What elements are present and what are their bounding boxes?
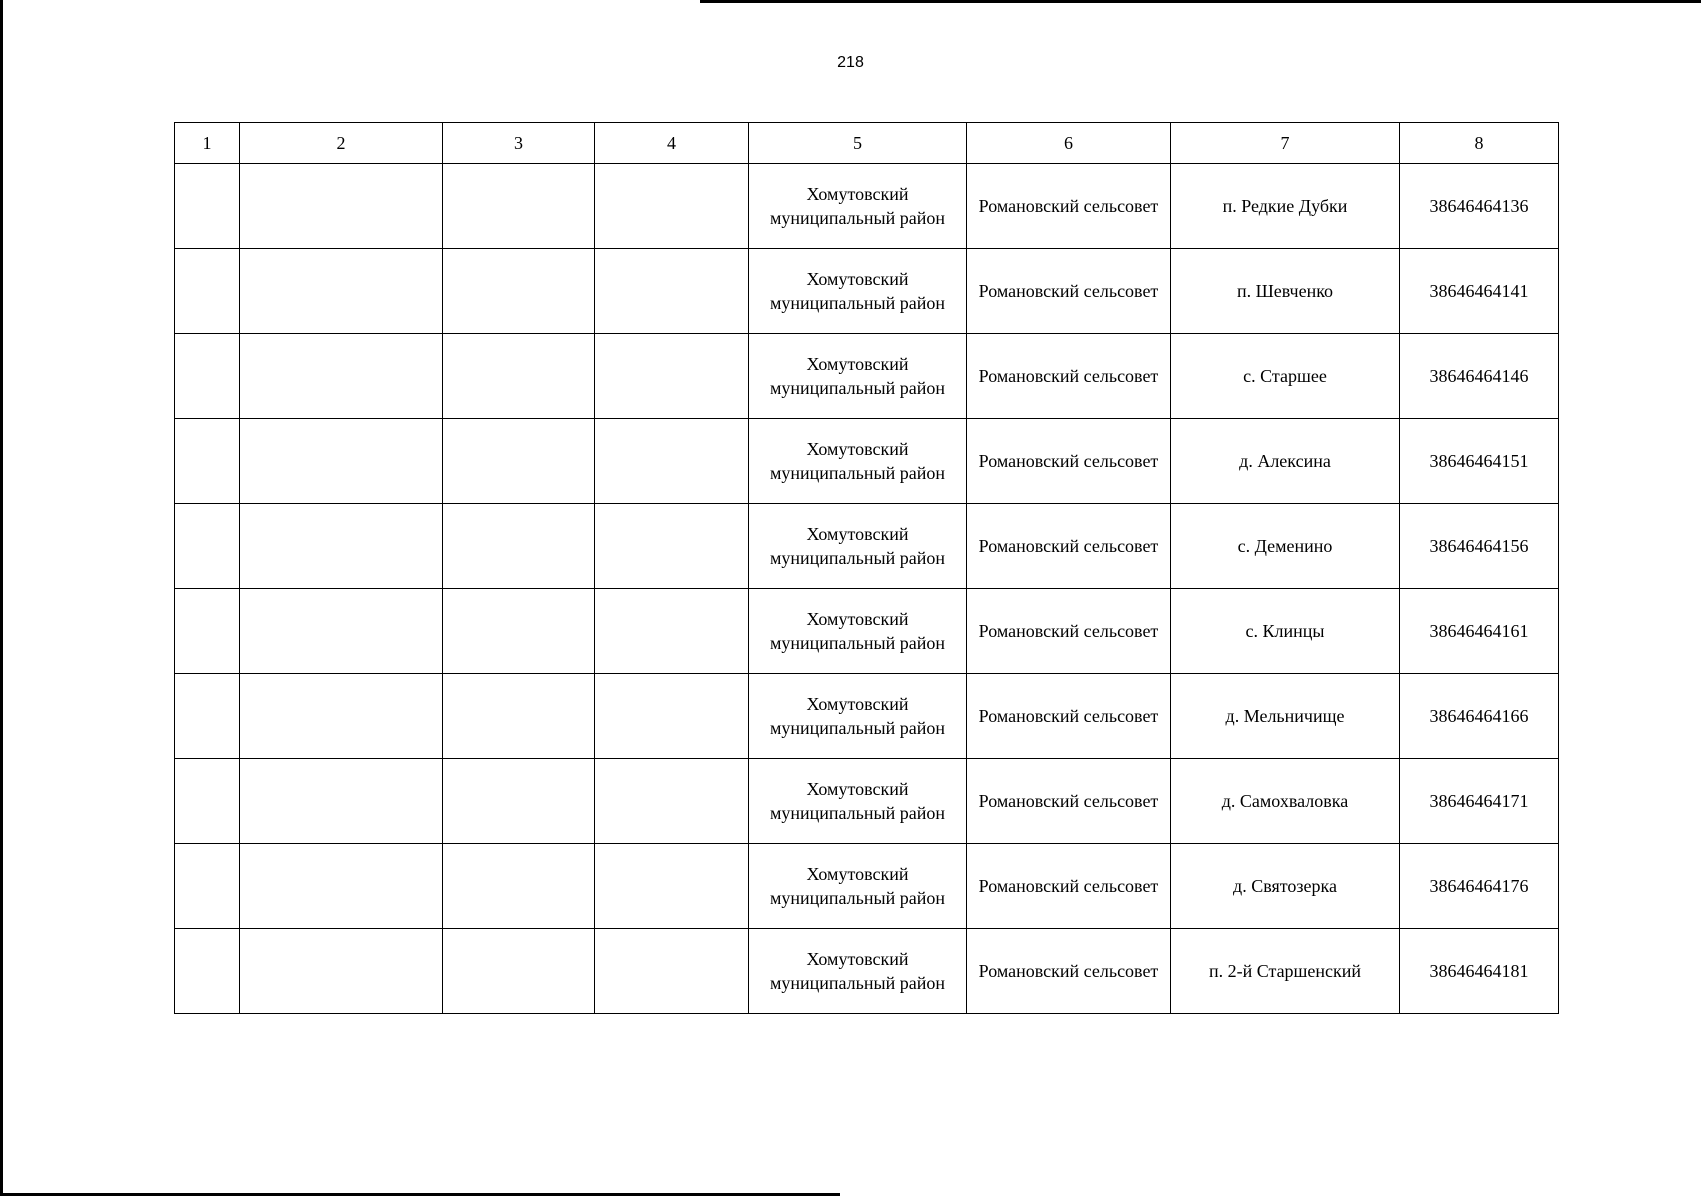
district-name: Хомутовский	[806, 269, 909, 289]
cell-col-3	[443, 844, 595, 929]
cell-col-1	[175, 929, 240, 1014]
district-name: Хомутовский	[806, 439, 909, 459]
village-council-cell: Романовский сельсовет	[967, 334, 1171, 419]
cell-col-2	[240, 759, 443, 844]
municipal-district-cell	[749, 589, 967, 674]
table-row	[175, 929, 1559, 1014]
cell-col-4	[595, 334, 749, 419]
cell-col-1	[175, 164, 240, 249]
cell-col-1	[175, 589, 240, 674]
settlement-cell: п. Шевченко	[1171, 249, 1400, 334]
cell-col-3	[443, 249, 595, 334]
municipal-district-cell	[749, 844, 967, 929]
district-type: муниципальный район	[769, 378, 945, 398]
settlement-cell: д. Святозерка	[1171, 844, 1400, 929]
district-type: муниципальный район	[769, 633, 945, 653]
okato-code-cell: 38646464171	[1400, 759, 1559, 844]
table-row	[175, 844, 1559, 929]
cell-col-1	[175, 419, 240, 504]
district-name: Хомутовский	[806, 864, 909, 884]
cell-col-2	[240, 334, 443, 419]
district-type: муниципальный район	[769, 718, 945, 738]
village-council-cell: Романовский сельсовет	[967, 844, 1171, 929]
scan-border-bottom	[0, 1193, 840, 1196]
cell-col-4	[595, 844, 749, 929]
column-header-5: 5	[749, 123, 967, 164]
okato-code-cell: 38646464141	[1400, 249, 1559, 334]
scan-border-top	[700, 0, 1701, 3]
cell-col-4	[595, 759, 749, 844]
column-header-1: 1	[175, 123, 240, 164]
village-council-cell: Романовский сельсовет	[967, 164, 1171, 249]
cell-col-4	[595, 164, 749, 249]
village-council-cell: Романовский сельсовет	[967, 674, 1171, 759]
cell-col-4	[595, 674, 749, 759]
district-name: Хомутовский	[806, 524, 909, 544]
settlement-cell: д. Самохваловка	[1171, 759, 1400, 844]
cell-col-4	[595, 419, 749, 504]
cell-col-2	[240, 164, 443, 249]
okato-code-cell: 38646464176	[1400, 844, 1559, 929]
district-name: Хомутовский	[806, 354, 909, 374]
table-row	[175, 759, 1559, 844]
cell-col-3	[443, 589, 595, 674]
village-council-cell: Романовский сельсовет	[967, 929, 1171, 1014]
okato-code-cell: 38646464181	[1400, 929, 1559, 1014]
municipal-district-cell	[749, 164, 967, 249]
municipal-district-cell	[749, 419, 967, 504]
village-council-cell: Романовский сельсовет	[967, 419, 1171, 504]
cell-col-2	[240, 674, 443, 759]
cell-col-4	[595, 504, 749, 589]
table-row	[175, 674, 1559, 759]
cell-col-2	[240, 504, 443, 589]
okato-code-cell: 38646464156	[1400, 504, 1559, 589]
settlement-cell: с. Клинцы	[1171, 589, 1400, 674]
cell-col-4	[595, 929, 749, 1014]
settlement-cell: с. Старшее	[1171, 334, 1400, 419]
district-type: муниципальный район	[769, 208, 945, 228]
district-name: Хомутовский	[806, 184, 909, 204]
cell-col-1	[175, 249, 240, 334]
table-row	[175, 334, 1559, 419]
district-type: муниципальный район	[769, 888, 945, 908]
district-type: муниципальный район	[769, 803, 945, 823]
settlement-cell: п. Редкие Дубки	[1171, 164, 1400, 249]
district-name: Хомутовский	[806, 694, 909, 714]
cell-col-3	[443, 419, 595, 504]
column-header-6: 6	[967, 123, 1171, 164]
municipal-district-cell	[749, 249, 967, 334]
okato-code-cell: 38646464146	[1400, 334, 1559, 419]
cell-col-4	[595, 249, 749, 334]
table-row	[175, 249, 1559, 334]
table-row	[175, 504, 1559, 589]
cell-col-2	[240, 249, 443, 334]
village-council-cell: Романовский сельсовет	[967, 589, 1171, 674]
settlement-cell: д. Алексина	[1171, 419, 1400, 504]
district-name: Хомутовский	[806, 609, 909, 629]
page-number: 218	[837, 54, 864, 71]
okato-code-cell: 38646464166	[1400, 674, 1559, 759]
municipal-district-cell	[749, 334, 967, 419]
district-type: муниципальный район	[769, 548, 945, 568]
table-row	[175, 589, 1559, 674]
cell-col-1	[175, 844, 240, 929]
table-header-row	[175, 123, 1559, 164]
cell-col-2	[240, 929, 443, 1014]
okato-code-cell: 38646464161	[1400, 589, 1559, 674]
settlement-cell: с. Деменино	[1171, 504, 1400, 589]
village-council-cell: Романовский сельсовет	[967, 504, 1171, 589]
cell-col-2	[240, 589, 443, 674]
district-type: муниципальный район	[769, 973, 945, 993]
column-header-2: 2	[240, 123, 443, 164]
cell-col-2	[240, 419, 443, 504]
okato-code-cell: 38646464136	[1400, 164, 1559, 249]
district-name: Хомутовский	[806, 779, 909, 799]
cell-col-1	[175, 674, 240, 759]
district-name: Хомутовский	[806, 949, 909, 969]
cell-col-3	[443, 929, 595, 1014]
municipal-district-cell	[749, 929, 967, 1014]
village-council-cell: Романовский сельсовет	[967, 249, 1171, 334]
municipal-district-cell	[749, 674, 967, 759]
village-council-cell: Романовский сельсовет	[967, 759, 1171, 844]
district-type: муниципальный район	[769, 463, 945, 483]
municipal-district-cell	[749, 759, 967, 844]
table-row	[175, 164, 1559, 249]
cell-col-3	[443, 334, 595, 419]
table-row	[175, 419, 1559, 504]
column-header-8: 8	[1400, 123, 1559, 164]
okato-code-cell: 38646464151	[1400, 419, 1559, 504]
cell-col-1	[175, 334, 240, 419]
municipal-district-cell	[749, 504, 967, 589]
cell-col-2	[240, 844, 443, 929]
column-header-3: 3	[443, 123, 595, 164]
cell-col-3	[443, 504, 595, 589]
table-body	[175, 164, 1559, 1014]
cell-col-1	[175, 759, 240, 844]
column-header-7: 7	[1171, 123, 1400, 164]
settlement-cell: п. 2-й Старшенский	[1171, 929, 1400, 1014]
settlement-cell: д. Мельничище	[1171, 674, 1400, 759]
scan-border-left	[0, 0, 3, 1196]
column-header-4: 4	[595, 123, 749, 164]
cell-col-3	[443, 759, 595, 844]
district-type: муниципальный район	[769, 293, 945, 313]
cell-col-1	[175, 504, 240, 589]
settlements-table	[174, 122, 1559, 1014]
cell-col-3	[443, 164, 595, 249]
cell-col-3	[443, 674, 595, 759]
cell-col-4	[595, 589, 749, 674]
